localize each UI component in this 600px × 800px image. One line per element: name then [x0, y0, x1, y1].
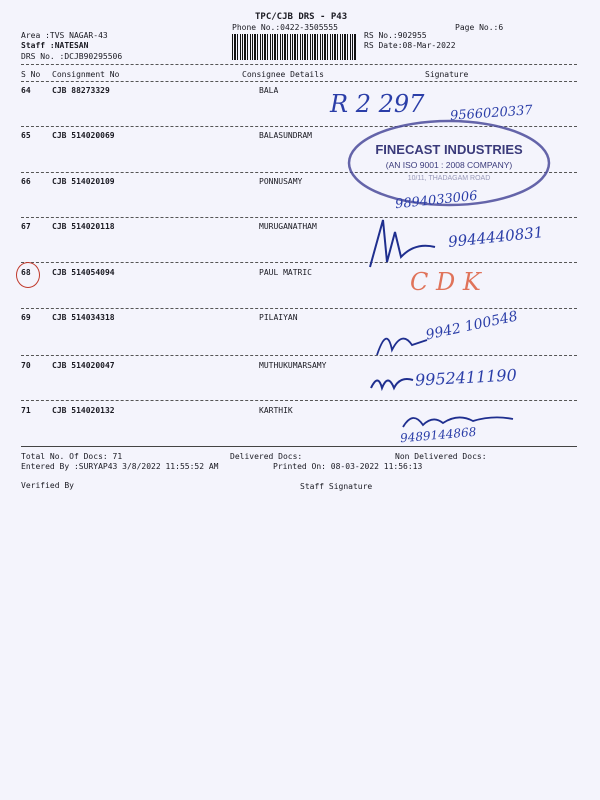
printed-on: Printed On: 08-03-2022 11:56:13: [273, 462, 423, 471]
row-consignment: CJB 514020109: [52, 177, 115, 186]
handwritten-phone: 9942 100548: [424, 308, 520, 344]
handwritten-signature: [372, 315, 432, 360]
handwritten-mark: C D K: [410, 268, 481, 296]
row-consignment: CJB 514020069: [52, 131, 115, 140]
row-consignee: MUTHUKUMARSAMY: [259, 361, 327, 370]
barcode: [232, 34, 356, 60]
header-divider: [21, 64, 577, 65]
area-label: Area :TVS NAGAR-43: [21, 31, 108, 40]
entered-by: Entered By :SURYAP43 3/8/2022 11:55:52 AM: [21, 462, 219, 471]
row-sno: 65: [21, 131, 31, 140]
row-divider: [21, 308, 577, 309]
rs-number: RS No.:902955: [364, 31, 427, 40]
row-consignment: CJB 514054094: [52, 268, 115, 277]
column-consignee: Consignee Details: [242, 70, 324, 79]
row-sno: 66: [21, 177, 31, 186]
row-sno: 71: [21, 406, 31, 415]
row-sno: 67: [21, 222, 31, 231]
stamp-line-3: 10/11, THADAGAM ROAD: [407, 175, 491, 182]
verified-by: Verified By: [21, 481, 74, 490]
row-divider: [21, 400, 577, 401]
row-consignee: BALA: [259, 86, 279, 95]
row-sno: 64: [21, 86, 31, 95]
phone-number: Phone No.:0422-3505555: [232, 23, 338, 32]
handwritten-phone: 9489144868: [399, 424, 477, 446]
column-consignment: Consignment No: [52, 70, 120, 79]
handwritten-phone: 9952411190: [414, 365, 518, 390]
row-consignment: CJB 514034318: [52, 313, 115, 322]
row-consignment: CJB 514020132: [52, 406, 115, 415]
stamp-line-1: FINECAST INDUSTRIES: [375, 142, 523, 157]
row-consignee: PAUL MATRIC: [259, 268, 312, 277]
handwritten-phone: 9944440831: [447, 223, 545, 251]
non-delivered-docs: Non Delivered Docs:: [395, 452, 487, 461]
staff-signature: Staff Signature: [300, 482, 373, 491]
row-consignee: PILAIYAN: [259, 313, 298, 322]
row-sno: 69: [21, 313, 31, 322]
row-consignment: CJB 514020118: [52, 222, 115, 231]
row-consignee: BALASUNDRAM: [259, 131, 312, 140]
handwritten-phone: 9566020337: [449, 103, 534, 124]
row-consignee: MURUGANATHAM: [259, 222, 317, 231]
rs-date: RS Date:08-Mar-2022: [364, 41, 456, 50]
table-end-divider: [21, 446, 577, 447]
row-sno: 68: [21, 268, 31, 277]
document-title: TPC/CJB DRS - P43: [255, 12, 348, 22]
row-consignee: PONNUSAMY: [259, 177, 303, 186]
column-signature: Signature: [425, 70, 469, 79]
staff-label: Staff :NATESAN: [21, 41, 89, 50]
row-sno: 70: [21, 361, 31, 370]
column-divider: [21, 81, 577, 82]
total-docs: Total No. Of Docs: 71: [21, 452, 123, 461]
delivered-docs: Delivered Docs:: [230, 452, 303, 461]
handwritten-phone: 9894033006: [394, 188, 479, 213]
handwritten-signature: [368, 368, 418, 398]
stamp-line-2: (AN ISO 9001 : 2008 COMPANY): [385, 160, 513, 170]
row-divider: [21, 217, 577, 218]
row-consignee: KARTHIK: [259, 406, 293, 415]
row-consignment: CJB 88273329: [52, 86, 110, 95]
row-consignment: CJB 514020047: [52, 361, 115, 370]
handwritten-ref: R 2 297: [330, 90, 425, 118]
handwritten-signature: [365, 212, 445, 272]
column-sno: S No: [21, 70, 41, 79]
page-number: Page No.:6: [455, 23, 504, 32]
row-divider: [21, 355, 577, 356]
drs-number: DRS No. :DCJB90295506: [21, 52, 123, 61]
row-divider: [21, 262, 577, 263]
